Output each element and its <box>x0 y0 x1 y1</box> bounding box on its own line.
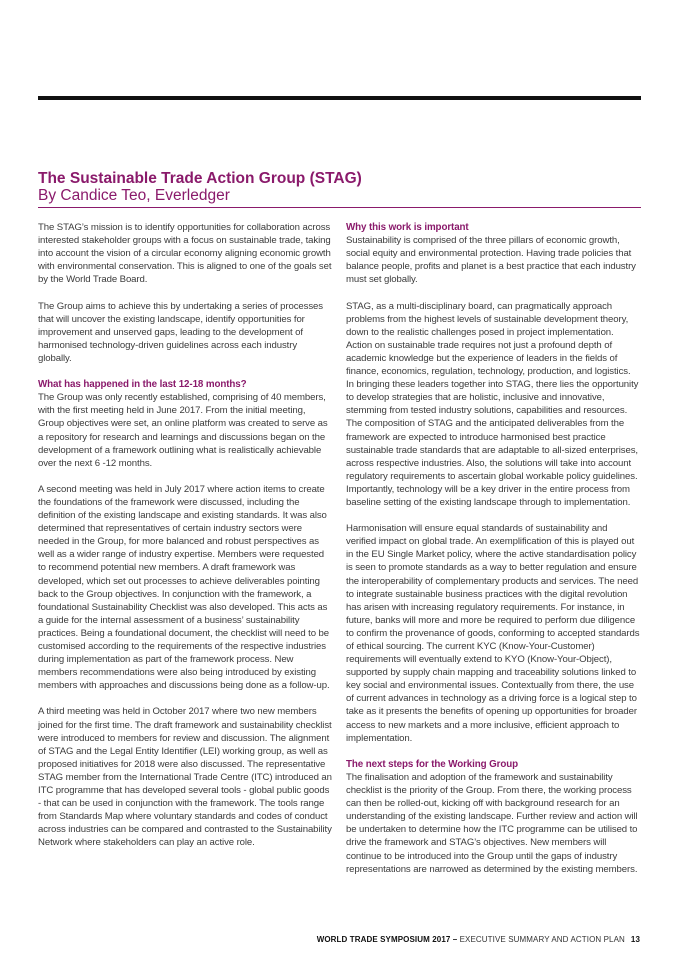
paragraph: The Group aims to achieve this by undertaking a series of processes that will uncover the existing landscape, identify opportunities for improvement and unserved gaps, leading to the development of harmonised technology-driven guidelines across each industry globally. <box>38 300 323 364</box>
section-heading: Why this work is important <box>346 222 469 233</box>
article-header <box>38 170 641 205</box>
article-title: The Sustainable Trade Action Group (STAG) <box>38 170 362 187</box>
section-heading: The next steps for the Working Group <box>346 758 519 770</box>
footer-section: EXECUTIVE SUMMARY AND ACTION PLAN <box>459 935 625 944</box>
top-rule <box>38 96 641 100</box>
paragraph: A third meeting was held in October 2017 where two new members joined for the first time. The draft framework and sustainability checklist were introduced to members for review and discussion. The alignment of STAG and the Legal Entity Identifier (LEI) working group, as well as proposed initiatives for 2018 were also discussed. The representative STAG member from the International Trade Centre (ITC) introduced an ITC programme that has developed several tools - global public goods - that can be used in conjunction with the framework. The tools range from Standards Map where voluntary standards and codes of conduct across industries can be compared and contrasted to the Sustainability Network where stakeholders can play an active role. <box>38 706 332 849</box>
page-number: 13 <box>630 935 640 944</box>
left-column <box>38 221 332 863</box>
paragraph: STAG, as a multi-disciplinary board, can pragmatically approach problems from the highest levels of sustainable development theory, down to the realistic challenges posed in project implementation. Action on sustainable trade requires not just a profound depth of academic knowledge but the experience of leaders in the fields of finance, economics, regulation, technology, production, and logistics. In bringing these leaders together into STAG, there lies the opportunity to develop strategies that are holistic, inclusive and innovative, stemming from tested industry solutions, capabilities and resources. The composition of STAG and the anticipated deliverables from the framework are expected to introduce harmonised best practice sustainable trade standards that are adaptable to all-sized enterprises, across respective industries. Also, the solutions will take into account regulatory requirements to ascertain global workable policy guidelines. Importantly, technology will be a key driver in the entire process from baseline setting of the existing landscape through to implementation. <box>346 300 639 508</box>
paragraph: Sustainability is comprised of the three pillars of economic growth, social equity and environmental protection. Having trade policies that balance people, profits and planet is a best practice that each industry must set globally. <box>346 235 636 286</box>
article-byline: By Candice Teo, Everledger <box>38 187 230 204</box>
section-heading: What has happened in the last 12-18 months? <box>38 379 247 391</box>
footer-separator: – <box>450 935 460 944</box>
title-divider <box>38 207 641 208</box>
paragraph: A second meeting was held in July 2017 where action items to create the foundations of the framework were discussed, including the definition of the existing landscape and existing standards. It was also determined that representatives of certain industry sectors were needed in the Group, for more balanced and robust perspectives as well as a wider range of industry expertise. Members were requested to recommend potential new members. A draft framework was developed, which set out processes to achieve deliverables pointing back to the Group objectives. In conjunction with the framework, a foundational Sustainability Checklist was also developed. This acts as a guide for the internal assessment of a business’ sustainability practices. Being a foundational document, the checklist will need to be customised according to the requirements of the respective industries during implementation as part of the framework process. New members recommendations were also being introduced by existing members with approaches and discussions being done as a follow-up. <box>38 483 330 692</box>
paragraph: Harmonisation will ensure equal standards of sustainability and verified impact on global trade. An exemplification of this is played out in the EU Single Market policy, where the active standardisation policy is seen to promote standards as a way to better regulation and ensure the interoperability of complementary products and services. The need to integrate sustainable business practices with the digital revolution has arisen with increasing regulatory requirements. For instance, in future, banks will more and more be required to perform due diligence to confirm the provenance of goods, conforming to accepted standards of ethical sourcing. The current KYC (Know-Your-Customer) requirements will eventually extend to KYO (Know-Your-Object), supported by supply chain mapping and traceability solutions linked to key social and environmental issues. Contextually from there, the use of current advances in technology as a driving force is a logical step to take as it presents the benefits of opening up opportunities for broader access to new markets and a more inclusive, efficient approach to implementation. <box>346 523 640 744</box>
page-footer <box>317 935 640 944</box>
paragraph: The finalisation and adoption of the framework and sustainability checklist is the priority of the Group. From there, the working process can then be rolled-out, kicking off with background research for an understanding of the existing landscape. Further review and action will be undertaken to determine how the ITC programme can be utilised to drive the framework and STAG’s objectives. New members will continue to be introduced into the Group until the gaps of industry representations are narrowed as determined by the existing members. <box>346 771 638 875</box>
right-column <box>346 221 640 889</box>
footer-publication: WORLD TRADE SYMPOSIUM 2017 <box>316 935 451 944</box>
paragraph: The STAG’s mission is to identify opportunities for collaboration across interested stakeholder groups with a focus on sustainable trade, taking into account the vision of a circular economy aligning economic growth with environmental conservation. This is aligned to one of the goals set by the World Trade Board. <box>38 222 332 286</box>
paragraph: The Group was only recently established, comprising of 40 members, with the first meeting held in June 2017. From the initial meeting, Group objectives were set, an online platform was created to serve as a repository for research and learnings and discussions began on the development of a framework outlining what is realistically achievable over the next 6 -12 months. <box>38 392 328 469</box>
